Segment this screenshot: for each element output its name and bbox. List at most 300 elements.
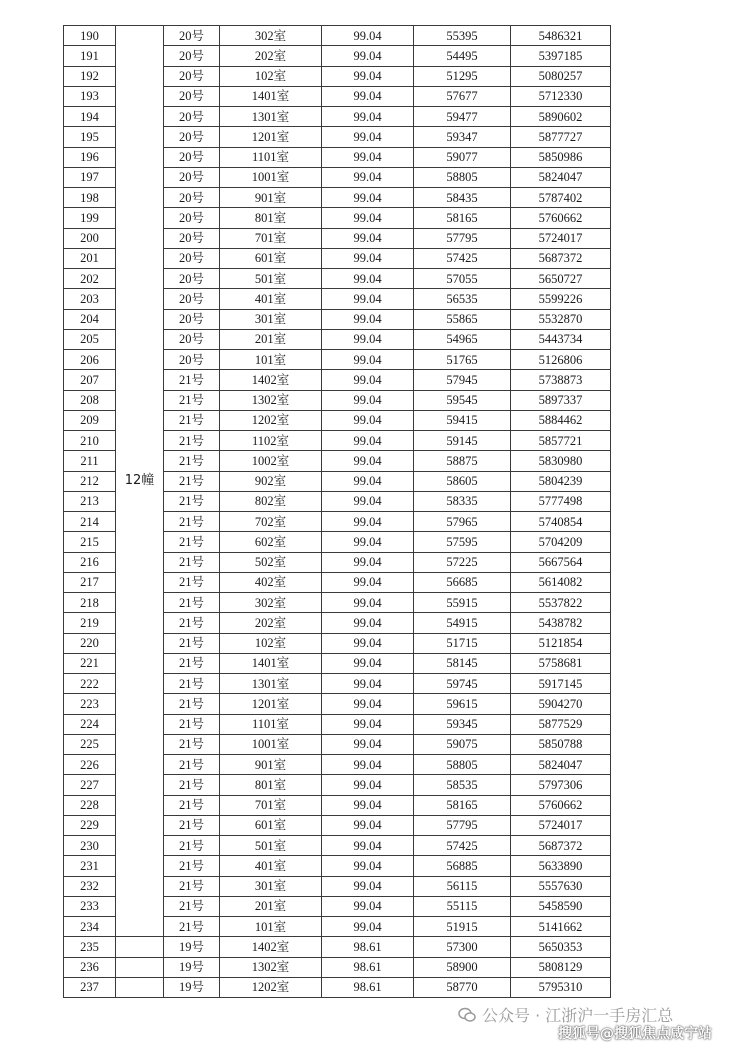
row-seq-cell: 203 — [64, 289, 116, 309]
total-price-cell: 5557630 — [511, 876, 611, 896]
unit-cell: 21号 — [164, 390, 220, 410]
row-seq-cell: 235 — [64, 937, 116, 957]
unit-cell: 20号 — [164, 127, 220, 147]
room-cell: 1001室 — [220, 167, 322, 187]
unit-price-cell: 57300 — [414, 937, 511, 957]
total-price-cell: 5397185 — [511, 46, 611, 66]
row-seq-cell: 201 — [64, 248, 116, 268]
building-cell-empty — [116, 957, 164, 977]
row-seq-cell: 228 — [64, 795, 116, 815]
row-seq-cell: 210 — [64, 431, 116, 451]
area-cell: 99.04 — [322, 350, 414, 370]
row-seq-cell: 224 — [64, 714, 116, 734]
unit-cell: 20号 — [164, 86, 220, 106]
area-cell: 99.04 — [322, 593, 414, 613]
room-cell: 601室 — [220, 815, 322, 835]
total-price-cell: 5795310 — [511, 977, 611, 997]
area-cell: 99.04 — [322, 674, 414, 694]
area-cell: 99.04 — [322, 451, 414, 471]
table-row — [64, 977, 611, 997]
total-price-cell: 5650727 — [511, 269, 611, 289]
unit-cell: 20号 — [164, 46, 220, 66]
area-cell: 99.04 — [322, 188, 414, 208]
row-seq-cell: 226 — [64, 755, 116, 775]
room-cell: 902室 — [220, 471, 322, 491]
watermark-source: 搜狐号@搜狐焦点咸宁站 — [558, 1026, 712, 1042]
unit-price-cell: 54495 — [414, 46, 511, 66]
row-seq-cell: 192 — [64, 66, 116, 86]
unit-cell: 20号 — [164, 167, 220, 187]
row-seq-cell: 195 — [64, 127, 116, 147]
row-seq-cell: 223 — [64, 694, 116, 714]
area-cell: 99.04 — [322, 370, 414, 390]
total-price-cell: 5777498 — [511, 491, 611, 511]
unit-cell: 20号 — [164, 66, 220, 86]
row-seq-cell: 222 — [64, 674, 116, 694]
room-cell: 502室 — [220, 552, 322, 572]
unit-cell: 21号 — [164, 694, 220, 714]
unit-cell: 21号 — [164, 876, 220, 896]
total-price-cell: 5141662 — [511, 917, 611, 937]
total-price-cell: 5724017 — [511, 815, 611, 835]
total-price-cell: 5758681 — [511, 653, 611, 673]
unit-cell: 21号 — [164, 593, 220, 613]
unit-price-cell: 58605 — [414, 471, 511, 491]
room-cell: 302室 — [220, 26, 322, 46]
row-seq-cell: 218 — [64, 593, 116, 613]
unit-cell: 21号 — [164, 491, 220, 511]
room-cell: 1402室 — [220, 937, 322, 957]
unit-price-cell: 58900 — [414, 957, 511, 977]
area-cell: 99.04 — [322, 390, 414, 410]
room-cell: 1301室 — [220, 107, 322, 127]
row-seq-cell: 220 — [64, 633, 116, 653]
room-cell: 1301室 — [220, 674, 322, 694]
room-cell: 501室 — [220, 836, 322, 856]
row-seq-cell: 221 — [64, 653, 116, 673]
room-cell: 1102室 — [220, 431, 322, 451]
room-cell: 301室 — [220, 309, 322, 329]
total-price-cell: 5738873 — [511, 370, 611, 390]
unit-cell: 19号 — [164, 937, 220, 957]
total-price-cell: 5443734 — [511, 329, 611, 349]
room-cell: 1001室 — [220, 734, 322, 754]
room-cell: 302室 — [220, 593, 322, 613]
row-seq-cell: 231 — [64, 856, 116, 876]
room-cell: 102室 — [220, 66, 322, 86]
area-cell: 99.04 — [322, 248, 414, 268]
unit-price-cell: 58435 — [414, 188, 511, 208]
unit-price-cell: 56535 — [414, 289, 511, 309]
total-price-cell: 5724017 — [511, 228, 611, 248]
unit-cell: 21号 — [164, 613, 220, 633]
unit-price-cell: 58145 — [414, 653, 511, 673]
unit-price-cell: 57795 — [414, 228, 511, 248]
table-row — [64, 26, 611, 46]
building-cell-empty — [116, 977, 164, 997]
total-price-cell: 5804239 — [511, 471, 611, 491]
total-price-cell: 5740854 — [511, 512, 611, 532]
area-cell: 98.61 — [322, 977, 414, 997]
room-cell: 1401室 — [220, 653, 322, 673]
unit-price-cell: 55865 — [414, 309, 511, 329]
unit-cell: 21号 — [164, 755, 220, 775]
unit-price-cell: 57945 — [414, 370, 511, 390]
unit-cell: 20号 — [164, 26, 220, 46]
total-price-cell: 5760662 — [511, 208, 611, 228]
unit-price-cell: 57677 — [414, 86, 511, 106]
unit-price-cell: 51765 — [414, 350, 511, 370]
unit-cell: 21号 — [164, 410, 220, 430]
row-seq-cell: 216 — [64, 552, 116, 572]
unit-cell: 20号 — [164, 147, 220, 167]
total-price-cell: 5687372 — [511, 248, 611, 268]
area-cell: 99.04 — [322, 491, 414, 511]
building-cell-empty — [116, 937, 164, 957]
unit-price-cell: 58875 — [414, 451, 511, 471]
row-seq-cell: 209 — [64, 410, 116, 430]
unit-price-cell: 54915 — [414, 613, 511, 633]
total-price-cell: 5667564 — [511, 552, 611, 572]
row-seq-cell: 214 — [64, 512, 116, 532]
unit-cell: 20号 — [164, 188, 220, 208]
unit-cell: 20号 — [164, 329, 220, 349]
total-price-cell: 5599226 — [511, 289, 611, 309]
total-price-cell: 5904270 — [511, 694, 611, 714]
total-price-cell: 5884462 — [511, 410, 611, 430]
area-cell: 98.61 — [322, 957, 414, 977]
area-cell: 99.04 — [322, 26, 414, 46]
price-list-body — [64, 26, 611, 998]
room-cell: 1202室 — [220, 410, 322, 430]
row-seq-cell: 211 — [64, 451, 116, 471]
unit-cell: 21号 — [164, 451, 220, 471]
total-price-cell: 5760662 — [511, 795, 611, 815]
unit-cell: 21号 — [164, 532, 220, 552]
row-seq-cell: 230 — [64, 836, 116, 856]
area-cell: 99.04 — [322, 147, 414, 167]
row-seq-cell: 236 — [64, 957, 116, 977]
unit-price-cell: 51715 — [414, 633, 511, 653]
total-price-cell: 5712330 — [511, 86, 611, 106]
area-cell: 99.04 — [322, 86, 414, 106]
unit-cell: 21号 — [164, 552, 220, 572]
area-cell: 98.61 — [322, 937, 414, 957]
area-cell: 99.04 — [322, 714, 414, 734]
table-row — [64, 957, 611, 977]
row-seq-cell: 217 — [64, 572, 116, 592]
unit-price-cell: 57795 — [414, 815, 511, 835]
total-price-cell: 5824047 — [511, 755, 611, 775]
total-price-cell: 5877529 — [511, 714, 611, 734]
unit-price-cell: 57425 — [414, 836, 511, 856]
unit-cell: 21号 — [164, 370, 220, 390]
room-cell: 701室 — [220, 795, 322, 815]
room-cell: 501室 — [220, 269, 322, 289]
unit-price-cell: 58770 — [414, 977, 511, 997]
area-cell: 99.04 — [322, 755, 414, 775]
room-cell: 602室 — [220, 532, 322, 552]
unit-price-cell: 58805 — [414, 755, 511, 775]
unit-cell: 21号 — [164, 653, 220, 673]
unit-price-cell: 57595 — [414, 532, 511, 552]
area-cell: 99.04 — [322, 856, 414, 876]
row-seq-cell: 227 — [64, 775, 116, 795]
room-cell: 102室 — [220, 633, 322, 653]
room-cell: 801室 — [220, 208, 322, 228]
area-cell: 99.04 — [322, 917, 414, 937]
row-seq-cell: 205 — [64, 329, 116, 349]
total-price-cell: 5537822 — [511, 593, 611, 613]
area-cell: 99.04 — [322, 876, 414, 896]
unit-price-cell: 56115 — [414, 876, 511, 896]
row-seq-cell: 193 — [64, 86, 116, 106]
unit-price-cell: 57225 — [414, 552, 511, 572]
total-price-cell: 5824047 — [511, 167, 611, 187]
area-cell: 99.04 — [322, 552, 414, 572]
area-cell: 99.04 — [322, 46, 414, 66]
area-cell: 99.04 — [322, 815, 414, 835]
unit-cell: 21号 — [164, 633, 220, 653]
unit-price-cell: 56885 — [414, 856, 511, 876]
room-cell: 402室 — [220, 572, 322, 592]
room-cell: 1201室 — [220, 127, 322, 147]
room-cell: 1401室 — [220, 86, 322, 106]
unit-cell: 20号 — [164, 350, 220, 370]
unit-cell: 20号 — [164, 309, 220, 329]
area-cell: 99.04 — [322, 775, 414, 795]
room-cell: 201室 — [220, 896, 322, 916]
total-price-cell: 5486321 — [511, 26, 611, 46]
row-seq-cell: 194 — [64, 107, 116, 127]
room-cell: 1002室 — [220, 451, 322, 471]
row-seq-cell: 229 — [64, 815, 116, 835]
unit-price-cell: 59145 — [414, 431, 511, 451]
area-cell: 99.04 — [322, 795, 414, 815]
total-price-cell: 5438782 — [511, 613, 611, 633]
unit-cell: 21号 — [164, 896, 220, 916]
total-price-cell: 5532870 — [511, 309, 611, 329]
area-cell: 99.04 — [322, 633, 414, 653]
unit-cell: 20号 — [164, 269, 220, 289]
area-cell: 99.04 — [322, 512, 414, 532]
total-price-cell: 5877727 — [511, 127, 611, 147]
total-price-cell: 5121854 — [511, 633, 611, 653]
row-seq-cell: 197 — [64, 167, 116, 187]
row-seq-cell: 200 — [64, 228, 116, 248]
room-cell: 702室 — [220, 512, 322, 532]
room-cell: 901室 — [220, 755, 322, 775]
total-price-cell: 5857721 — [511, 431, 611, 451]
row-seq-cell: 215 — [64, 532, 116, 552]
unit-price-cell: 51295 — [414, 66, 511, 86]
room-cell: 1101室 — [220, 714, 322, 734]
total-price-cell: 5126806 — [511, 350, 611, 370]
area-cell: 99.04 — [322, 167, 414, 187]
unit-price-cell: 56685 — [414, 572, 511, 592]
room-cell: 802室 — [220, 491, 322, 511]
room-cell: 701室 — [220, 228, 322, 248]
row-seq-cell: 213 — [64, 491, 116, 511]
total-price-cell: 5917145 — [511, 674, 611, 694]
unit-price-cell: 55115 — [414, 896, 511, 916]
unit-cell: 21号 — [164, 917, 220, 937]
area-cell: 99.04 — [322, 613, 414, 633]
area-cell: 99.04 — [322, 653, 414, 673]
total-price-cell: 5458590 — [511, 896, 611, 916]
room-cell: 1202室 — [220, 977, 322, 997]
unit-cell: 21号 — [164, 775, 220, 795]
building-cell: 12幢 — [116, 26, 164, 937]
row-seq-cell: 237 — [64, 977, 116, 997]
unit-price-cell: 51915 — [414, 917, 511, 937]
unit-cell: 21号 — [164, 815, 220, 835]
unit-price-cell: 59075 — [414, 734, 511, 754]
price-list-table — [63, 25, 611, 998]
area-cell: 99.04 — [322, 694, 414, 714]
row-seq-cell: 206 — [64, 350, 116, 370]
row-seq-cell: 204 — [64, 309, 116, 329]
area-cell: 99.04 — [322, 208, 414, 228]
row-seq-cell: 190 — [64, 26, 116, 46]
area-cell: 99.04 — [322, 289, 414, 309]
unit-price-cell: 59415 — [414, 410, 511, 430]
area-cell: 99.04 — [322, 431, 414, 451]
room-cell: 1402室 — [220, 370, 322, 390]
room-cell: 301室 — [220, 876, 322, 896]
unit-cell: 21号 — [164, 431, 220, 451]
unit-price-cell: 59477 — [414, 107, 511, 127]
room-cell: 1201室 — [220, 694, 322, 714]
total-price-cell: 5080257 — [511, 66, 611, 86]
room-cell: 101室 — [220, 350, 322, 370]
area-cell: 99.04 — [322, 572, 414, 592]
row-seq-cell: 198 — [64, 188, 116, 208]
row-seq-cell: 207 — [64, 370, 116, 390]
room-cell: 901室 — [220, 188, 322, 208]
unit-price-cell: 59545 — [414, 390, 511, 410]
area-cell: 99.04 — [322, 329, 414, 349]
unit-cell: 21号 — [164, 512, 220, 532]
total-price-cell: 5633890 — [511, 856, 611, 876]
unit-cell: 21号 — [164, 795, 220, 815]
total-price-cell: 5830980 — [511, 451, 611, 471]
unit-price-cell: 58335 — [414, 491, 511, 511]
unit-price-cell: 59745 — [414, 674, 511, 694]
row-seq-cell: 225 — [64, 734, 116, 754]
area-cell: 99.04 — [322, 896, 414, 916]
row-seq-cell: 199 — [64, 208, 116, 228]
total-price-cell: 5787402 — [511, 188, 611, 208]
unit-price-cell: 59077 — [414, 147, 511, 167]
unit-price-cell: 54965 — [414, 329, 511, 349]
total-price-cell: 5797306 — [511, 775, 611, 795]
room-cell: 1302室 — [220, 390, 322, 410]
unit-cell: 21号 — [164, 674, 220, 694]
unit-price-cell: 58535 — [414, 775, 511, 795]
area-cell: 99.04 — [322, 66, 414, 86]
unit-cell: 20号 — [164, 107, 220, 127]
room-cell: 101室 — [220, 917, 322, 937]
unit-price-cell: 59615 — [414, 694, 511, 714]
row-seq-cell: 196 — [64, 147, 116, 167]
unit-price-cell: 58805 — [414, 167, 511, 187]
row-seq-cell: 232 — [64, 876, 116, 896]
row-seq-cell: 208 — [64, 390, 116, 410]
area-cell: 99.04 — [322, 734, 414, 754]
table-row — [64, 937, 611, 957]
room-cell: 401室 — [220, 289, 322, 309]
room-cell: 601室 — [220, 248, 322, 268]
unit-price-cell: 55915 — [414, 593, 511, 613]
row-seq-cell: 212 — [64, 471, 116, 491]
unit-cell: 20号 — [164, 208, 220, 228]
unit-price-cell: 55395 — [414, 26, 511, 46]
total-price-cell: 5850986 — [511, 147, 611, 167]
room-cell: 1302室 — [220, 957, 322, 977]
unit-price-cell: 58165 — [414, 208, 511, 228]
area-cell: 99.04 — [322, 836, 414, 856]
area-cell: 99.04 — [322, 127, 414, 147]
total-price-cell: 5704209 — [511, 532, 611, 552]
area-cell: 99.04 — [322, 532, 414, 552]
total-price-cell: 5808129 — [511, 957, 611, 977]
total-price-cell: 5890602 — [511, 107, 611, 127]
total-price-cell: 5650353 — [511, 937, 611, 957]
room-cell: 202室 — [220, 46, 322, 66]
total-price-cell: 5687372 — [511, 836, 611, 856]
area-cell: 99.04 — [322, 471, 414, 491]
row-seq-cell: 191 — [64, 46, 116, 66]
unit-price-cell: 57965 — [414, 512, 511, 532]
unit-price-cell: 59345 — [414, 714, 511, 734]
area-cell: 99.04 — [322, 309, 414, 329]
unit-cell: 21号 — [164, 856, 220, 876]
unit-cell: 20号 — [164, 248, 220, 268]
unit-cell: 21号 — [164, 714, 220, 734]
unit-cell: 19号 — [164, 977, 220, 997]
unit-cell: 19号 — [164, 957, 220, 977]
room-cell: 202室 — [220, 613, 322, 633]
unit-cell: 21号 — [164, 734, 220, 754]
unit-cell: 20号 — [164, 289, 220, 309]
row-seq-cell: 219 — [64, 613, 116, 633]
total-price-cell: 5897337 — [511, 390, 611, 410]
room-cell: 401室 — [220, 856, 322, 876]
unit-cell: 21号 — [164, 836, 220, 856]
unit-cell: 21号 — [164, 572, 220, 592]
room-cell: 801室 — [220, 775, 322, 795]
area-cell: 99.04 — [322, 269, 414, 289]
total-price-cell: 5614082 — [511, 572, 611, 592]
area-cell: 99.04 — [322, 410, 414, 430]
unit-price-cell: 57425 — [414, 248, 511, 268]
wechat-icon — [458, 1007, 476, 1023]
unit-price-cell: 58165 — [414, 795, 511, 815]
total-price-cell: 5850788 — [511, 734, 611, 754]
row-seq-cell: 233 — [64, 896, 116, 916]
watermark-account-text: 公众号 · 江浙沪一手房汇总 — [482, 1006, 674, 1025]
unit-price-cell: 57055 — [414, 269, 511, 289]
room-cell: 201室 — [220, 329, 322, 349]
room-cell: 1101室 — [220, 147, 322, 167]
row-seq-cell: 234 — [64, 917, 116, 937]
row-seq-cell: 202 — [64, 269, 116, 289]
area-cell: 99.04 — [322, 228, 414, 248]
unit-cell: 21号 — [164, 471, 220, 491]
area-cell: 99.04 — [322, 107, 414, 127]
unit-price-cell: 59347 — [414, 127, 511, 147]
